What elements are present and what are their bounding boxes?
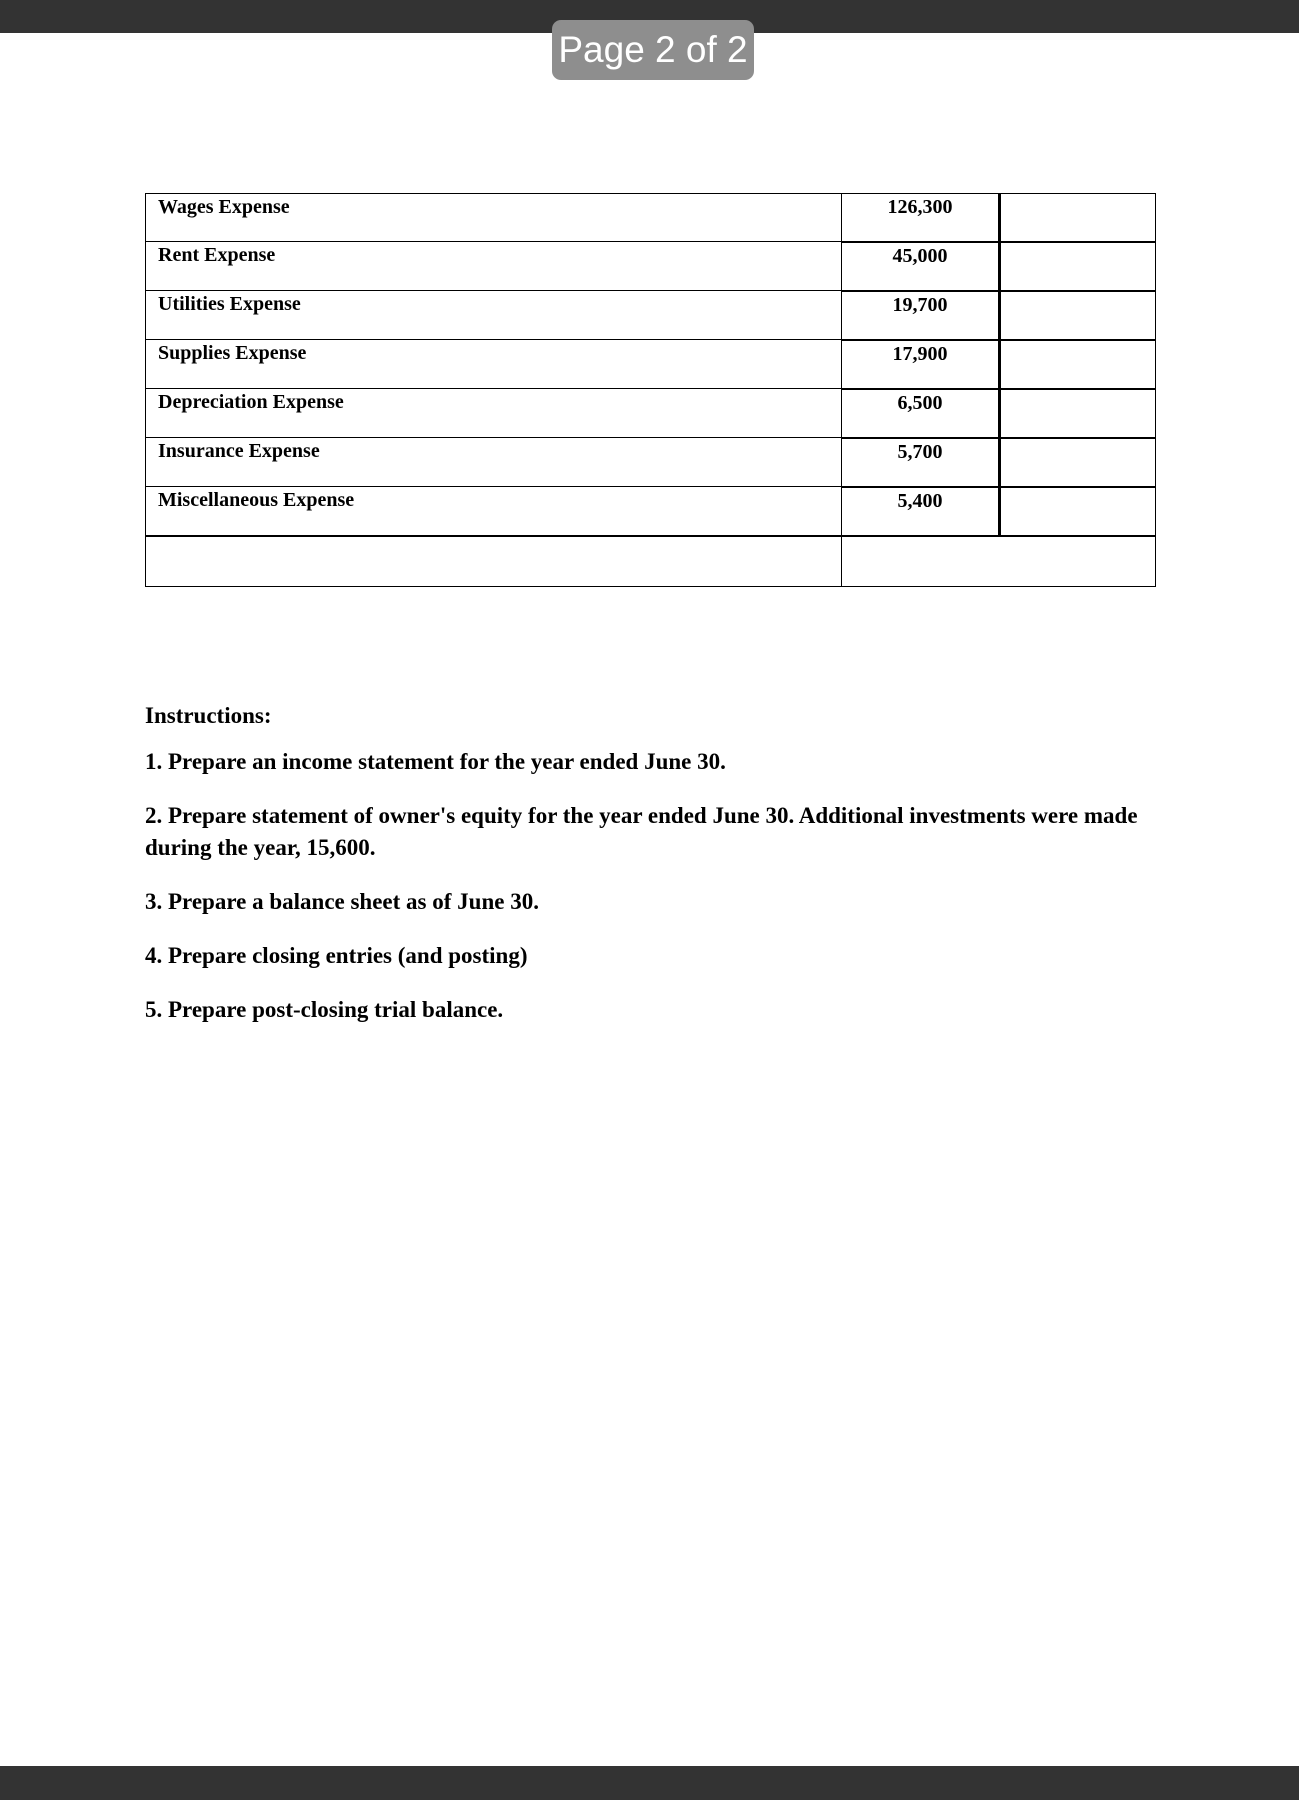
debit-amount: 6,500 xyxy=(842,389,999,438)
totals-amount-cell xyxy=(842,536,1156,587)
debit-amount: 5,400 xyxy=(842,487,999,536)
credit-amount xyxy=(999,389,1156,438)
account-name: Insurance Expense xyxy=(145,438,842,487)
credit-amount xyxy=(999,242,1156,291)
instructions-heading: Instructions: xyxy=(145,703,272,728)
credit-amount xyxy=(999,340,1156,389)
table-row xyxy=(145,389,1156,438)
credit-amount xyxy=(999,438,1156,487)
account-name: Wages Expense xyxy=(145,193,842,242)
credit-amount xyxy=(999,487,1156,536)
account-name: Depreciation Expense xyxy=(145,389,842,438)
instructions-section xyxy=(145,700,1145,1048)
totals-label-cell xyxy=(145,536,842,587)
account-name: Supplies Expense xyxy=(145,340,842,389)
account-name: Rent Expense xyxy=(145,242,842,291)
trial-balance-table xyxy=(145,193,1156,587)
debit-amount: 17,900 xyxy=(842,340,999,389)
debit-amount: 126,300 xyxy=(842,193,999,242)
instructions-list xyxy=(145,746,1145,1026)
viewer-bottom-bar xyxy=(0,1766,1299,1800)
credit-amount xyxy=(999,193,1156,242)
instruction-item: 5. Prepare post-closing trial balance. xyxy=(145,997,504,1022)
debit-amount: 5,700 xyxy=(842,438,999,487)
table-row xyxy=(145,291,1156,340)
table-row xyxy=(145,487,1156,536)
debit-amount: 45,000 xyxy=(842,242,999,291)
table-row xyxy=(145,242,1156,291)
instruction-item: 4. Prepare closing entries (and posting) xyxy=(145,943,528,968)
table-row xyxy=(145,193,1156,242)
instruction-item: 1. Prepare an income statement for the year ended June 30. xyxy=(145,749,726,774)
account-name: Miscellaneous Expense xyxy=(145,487,842,536)
instruction-item: 2. Prepare statement of owner's equity for the year ended June 30. Additional investments were made during the year, 15,600. xyxy=(145,803,1138,860)
credit-amount xyxy=(999,291,1156,340)
page-indicator: Page 2 of 2 xyxy=(552,20,754,80)
totals-row xyxy=(145,536,1156,587)
debit-amount: 19,700 xyxy=(842,291,999,340)
instruction-item: 3. Prepare a balance sheet as of June 30. xyxy=(145,889,539,914)
table-row xyxy=(145,438,1156,487)
table-row xyxy=(145,340,1156,389)
account-name: Utilities Expense xyxy=(145,291,842,340)
